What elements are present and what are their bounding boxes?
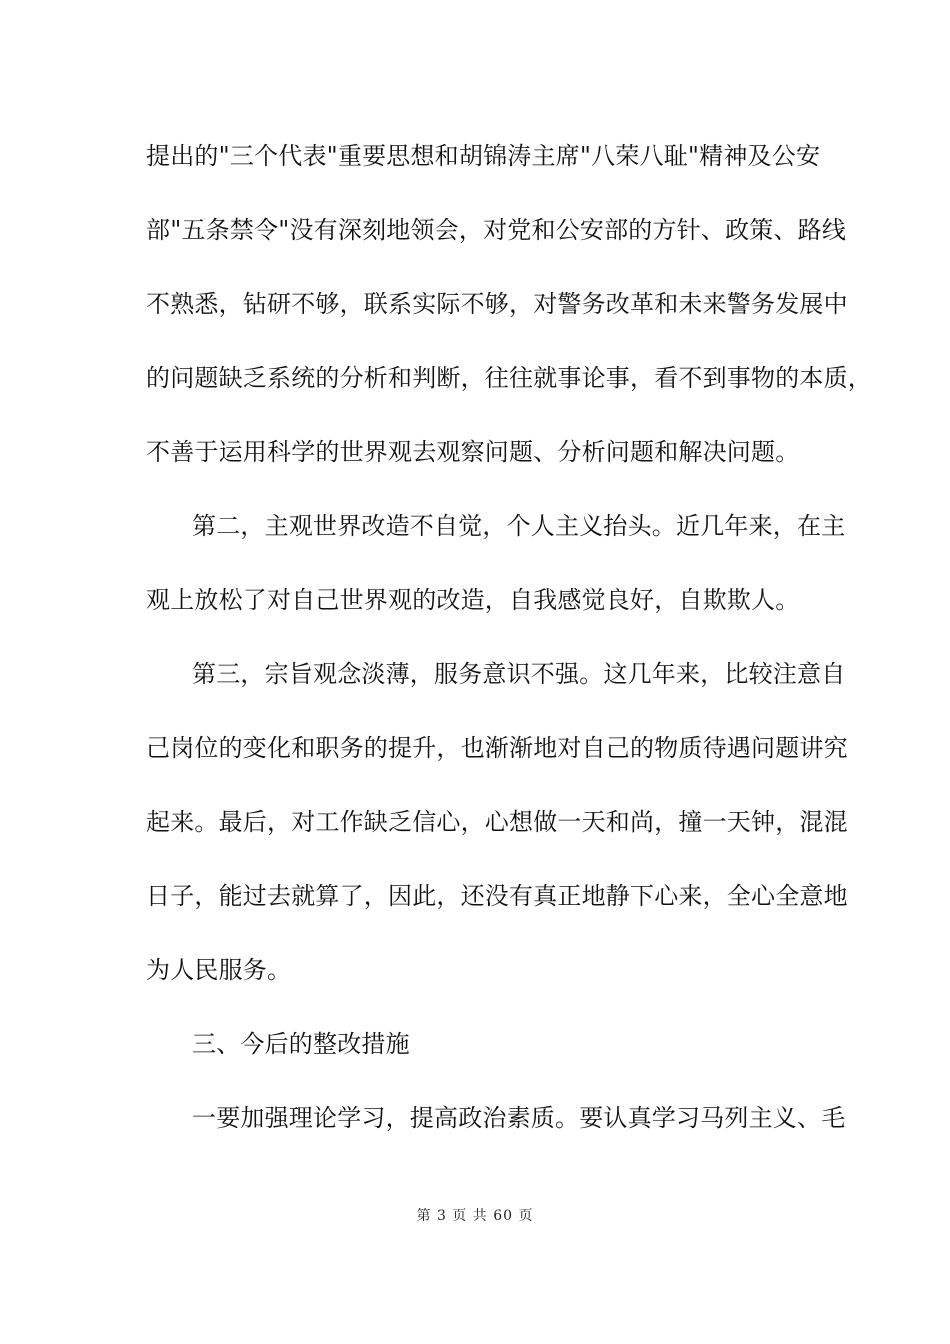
- section-heading: 三、今后的整改措施: [192, 1030, 410, 1058]
- page-number-footer: 第 3 页 共 60 页: [416, 1208, 534, 1224]
- text-line: 不善于运用科学的世界观去观察问题、分析问题和解决问题。: [146, 438, 800, 466]
- text-line: 的问题缺乏系统的分析和判断，往往就事论事，看不到事物的本质，: [146, 364, 872, 392]
- text-line: 部"五条禁令"没有深刻地领会，对党和公安部的方针、政策、路线: [146, 216, 847, 244]
- text-line: 起来。最后，对工作缺乏信心，心想做一天和尚，撞一天钟，混混: [146, 808, 848, 836]
- body-text: [146, 130, 872, 1166]
- text-line: 为人民服务。: [146, 956, 292, 984]
- paragraph-start-line: 一要加强理论学习，提高政治素质。要认真学习马列主义、毛: [192, 1104, 846, 1132]
- text-line: 己岗位的变化和职务的提升，也渐渐地对自己的物质待遇问题讲究: [146, 734, 848, 762]
- text-line: 日子，能过去就算了，因此，还没有真正地静下心来，全心全意地: [146, 882, 848, 910]
- text-line: 不熟悉，钻研不够，联系实际不够，对警务改革和未来警务发展中: [146, 290, 848, 318]
- paragraph-start-line: 第三，宗旨观念淡薄，服务意识不强。这几年来，比较注意自: [192, 660, 846, 688]
- text-line: 观上放松了对自己世界观的改造，自我感觉良好，自欺欺人。: [146, 586, 800, 614]
- paragraph-start-line: 第二，主观世界改造不自觉，个人主义抬头。近几年来，在主: [192, 512, 846, 540]
- text-line: 提出的"三个代表"重要思想和胡锦涛主席"八荣八耻"精神及公安: [146, 142, 821, 170]
